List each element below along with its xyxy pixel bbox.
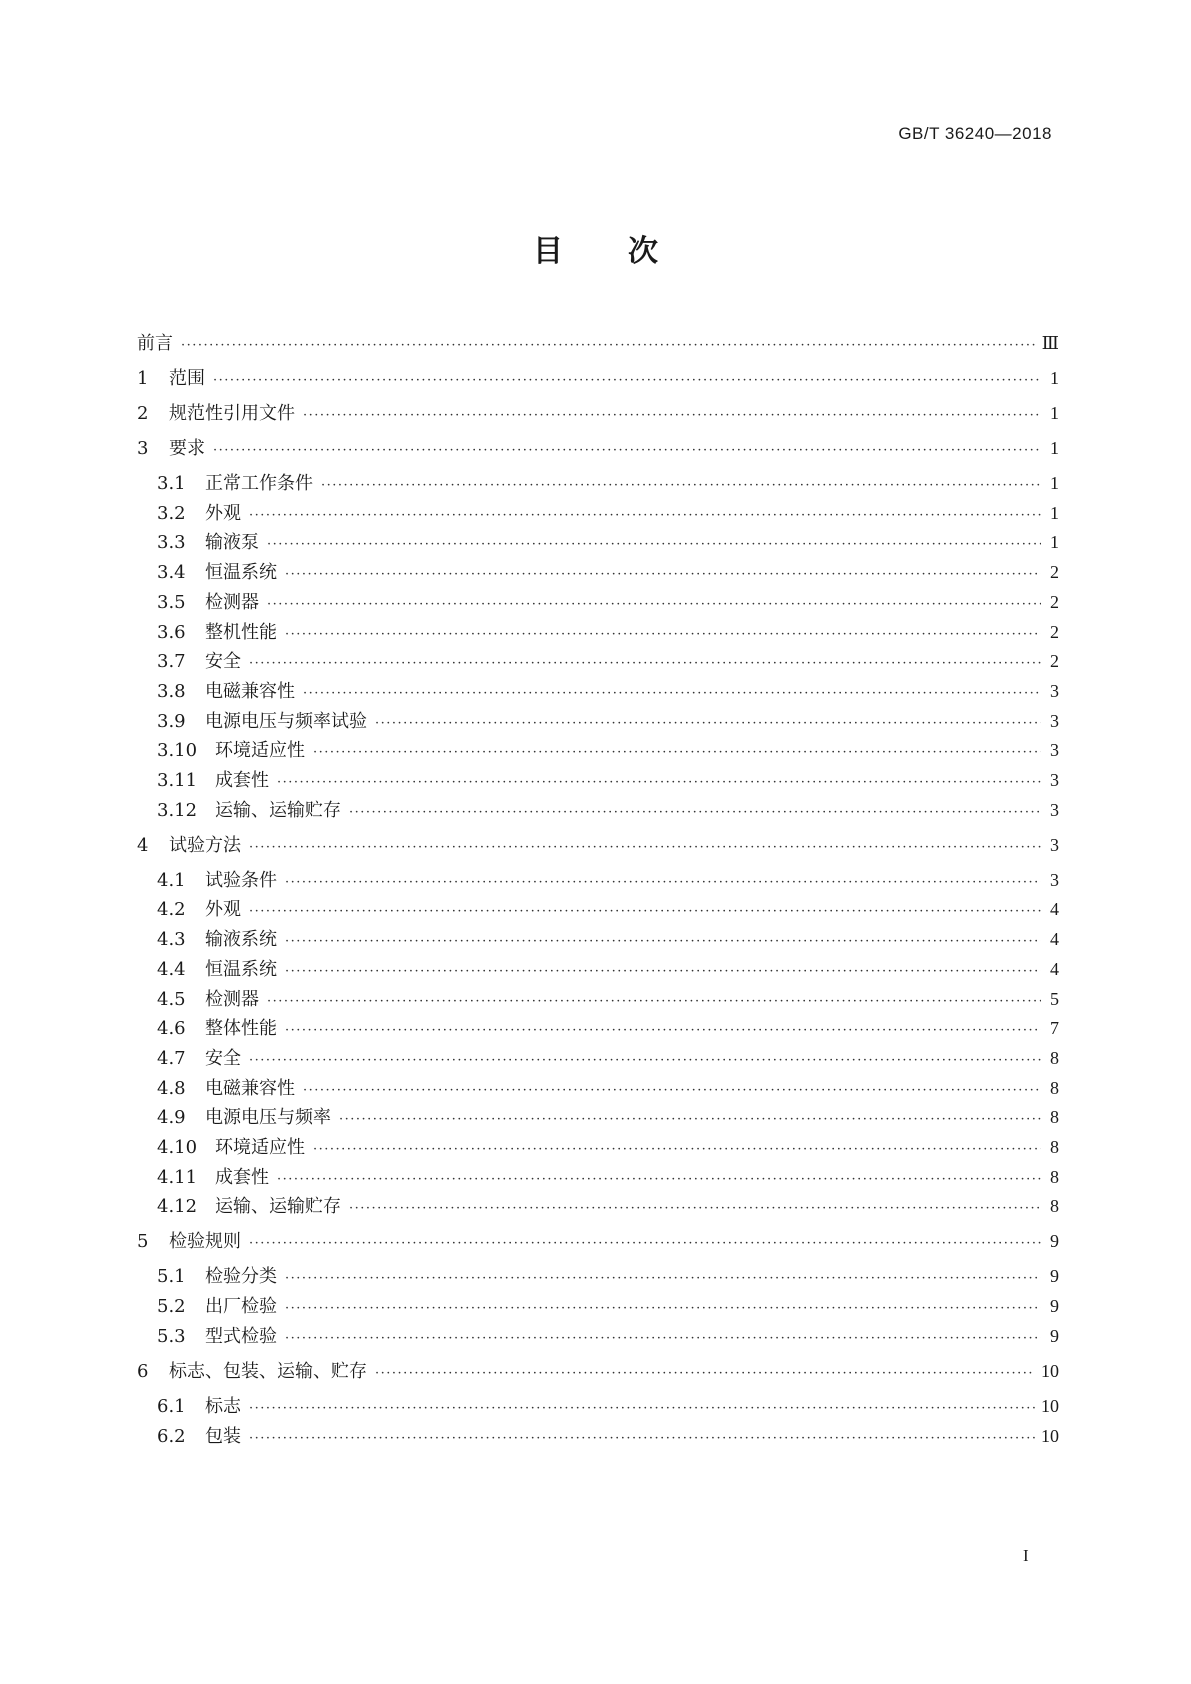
toc-entry[interactable] bbox=[137, 1047, 1059, 1072]
toc-entry-page: 10 bbox=[1041, 1425, 1059, 1446]
toc-entry[interactable] bbox=[137, 898, 1059, 923]
toc-leader-dots bbox=[339, 1109, 1041, 1131]
title-char-2: 次 bbox=[628, 234, 658, 269]
toc-leader-dots bbox=[249, 1233, 1041, 1255]
toc-leader-dots bbox=[285, 961, 1041, 983]
toc-leader-dots bbox=[349, 802, 1041, 824]
toc-entry[interactable] bbox=[137, 1017, 1059, 1042]
page-number: I bbox=[1023, 1546, 1029, 1565]
toc-entry[interactable] bbox=[137, 650, 1059, 675]
toc-entry-label: 电源电压与频率试验 bbox=[205, 710, 367, 732]
toc-entry[interactable] bbox=[137, 621, 1059, 646]
toc-entry-number: 4.2 bbox=[157, 899, 186, 921]
toc-entry-label: 输液泵 bbox=[205, 532, 259, 554]
toc-entry-page: 1 bbox=[1050, 502, 1059, 523]
toc-entry-label: 检测器 bbox=[205, 988, 259, 1010]
toc-entry[interactable] bbox=[137, 1295, 1059, 1320]
toc-entry-number: 5.3 bbox=[157, 1325, 186, 1347]
standard-code: GB/T 36240—2018 bbox=[898, 124, 1052, 143]
toc-entry-number: 4.6 bbox=[157, 1018, 186, 1040]
toc-entry-page: 1 bbox=[1050, 438, 1059, 458]
toc-leader-dots bbox=[267, 991, 1041, 1013]
toc-leader-dots bbox=[249, 1050, 1041, 1072]
toc-entry-number: 4.1 bbox=[157, 869, 186, 891]
toc-leader-dots bbox=[375, 1363, 1035, 1385]
toc-leader-dots bbox=[213, 370, 1041, 392]
toc-entry-page: Ⅲ bbox=[1041, 333, 1059, 353]
toc-leader-dots bbox=[285, 624, 1041, 646]
toc-entry-number: 4.10 bbox=[157, 1137, 198, 1158]
toc-entry-page: 5 bbox=[1050, 988, 1059, 1009]
toc-entry-page: 3 bbox=[1050, 740, 1059, 761]
toc-entry-page: 3 bbox=[1050, 770, 1059, 790]
toc-entry-number: 3.9 bbox=[157, 710, 186, 732]
toc-entry-label: 恒温系统 bbox=[205, 958, 277, 980]
toc-leader-dots bbox=[267, 594, 1041, 616]
toc-entry-page: 9 bbox=[1050, 1325, 1059, 1346]
toc-entry-number: 6.2 bbox=[157, 1425, 186, 1447]
toc-leader-dots bbox=[285, 1268, 1041, 1290]
toc-leader-dots bbox=[375, 713, 1041, 735]
toc-entry-label: 正常工作条件 bbox=[205, 473, 313, 494]
toc-entry-label: 型式检验 bbox=[205, 1325, 277, 1347]
toc-entry-label: 运输、运输贮存 bbox=[215, 799, 341, 821]
toc-entry-number: 3.7 bbox=[157, 651, 186, 673]
toc-entry[interactable] bbox=[137, 1325, 1059, 1350]
toc-leader-dots bbox=[277, 772, 1041, 794]
toc-entry-page: 9 bbox=[1050, 1231, 1059, 1252]
toc-entry[interactable] bbox=[137, 1136, 1059, 1161]
toc-entry[interactable] bbox=[137, 799, 1059, 824]
toc-entry-page: 4 bbox=[1050, 958, 1059, 979]
toc-entry-label: 运输、运输贮存 bbox=[215, 1196, 341, 1218]
toc-leader-dots bbox=[349, 1198, 1041, 1220]
toc-leader-dots bbox=[285, 931, 1041, 953]
toc-entry-label: 规范性引用文件 bbox=[169, 403, 295, 424]
toc-leader-dots bbox=[249, 505, 1041, 527]
toc-entry-label: 电磁兼容性 bbox=[205, 1077, 295, 1099]
toc-leader-dots bbox=[285, 1020, 1041, 1042]
toc-leader-dots bbox=[213, 440, 1041, 462]
toc-entry-number: 4.3 bbox=[157, 929, 186, 951]
toc-entry-page: 1 bbox=[1050, 473, 1059, 493]
toc-entry-number: 3.8 bbox=[157, 680, 186, 702]
toc-entry[interactable] bbox=[137, 1195, 1059, 1220]
toc-entry-label: 检验分类 bbox=[205, 1266, 277, 1288]
toc-entry-number: 4.5 bbox=[157, 988, 186, 1010]
toc-entry-page: 8 bbox=[1050, 1196, 1059, 1217]
toc-entry-number: 5 bbox=[137, 1231, 149, 1253]
toc-entry-number: 6.1 bbox=[157, 1395, 186, 1417]
toc-entry-label: 整机性能 bbox=[205, 621, 277, 643]
toc-entry[interactable] bbox=[137, 739, 1059, 764]
toc-entry-page: 3 bbox=[1050, 680, 1059, 701]
toc-entry-number: 4 bbox=[137, 834, 149, 856]
toc-entry-number: 6 bbox=[137, 1360, 149, 1382]
toc-entry-number: 4.8 bbox=[157, 1077, 186, 1099]
toc-entry[interactable] bbox=[137, 472, 1059, 497]
toc-entry-page: 8 bbox=[1050, 1077, 1059, 1098]
toc-entry-label: 输液系统 bbox=[205, 929, 277, 951]
toc-leader-dots bbox=[303, 683, 1041, 705]
toc-leader-dots bbox=[249, 1428, 1035, 1450]
toc-entry-label: 试验方法 bbox=[169, 834, 241, 856]
toc-entry-number: 4.11 bbox=[157, 1166, 198, 1188]
toc-entry-page: 3 bbox=[1050, 834, 1059, 855]
toc-entry-label: 外观 bbox=[205, 899, 241, 921]
toc-entry-label: 包装 bbox=[205, 1425, 241, 1447]
toc-entry-page: 8 bbox=[1050, 1107, 1059, 1128]
toc-entry-number: 3 bbox=[137, 438, 149, 459]
toc-entry-page: 2 bbox=[1050, 562, 1059, 583]
toc-entry-page: 4 bbox=[1050, 929, 1059, 950]
toc-entry-label: 整体性能 bbox=[205, 1018, 277, 1040]
toc-entry-number: 5.1 bbox=[157, 1266, 186, 1288]
toc-entry-label: 试验条件 bbox=[205, 869, 277, 891]
toc-entry-label: 成套性 bbox=[215, 1166, 269, 1188]
toc-entry-page: 3 bbox=[1050, 869, 1059, 890]
toc-entry[interactable] bbox=[137, 502, 1059, 527]
toc-entry[interactable] bbox=[137, 680, 1059, 705]
toc-entry-label: 电源电压与频率 bbox=[205, 1107, 331, 1129]
toc-entry-number: 3.12 bbox=[157, 799, 198, 821]
toc-entry[interactable] bbox=[137, 1106, 1059, 1131]
toc-entry[interactable] bbox=[137, 402, 1059, 427]
toc-entry-label: 电磁兼容性 bbox=[205, 680, 295, 702]
toc-entry-label: 安全 bbox=[205, 651, 241, 673]
toc-entry-number: 2 bbox=[137, 403, 149, 424]
toc-entry-label: 成套性 bbox=[215, 770, 269, 791]
toc-entry-number: 4.12 bbox=[157, 1196, 198, 1218]
toc-entry-page: 4 bbox=[1050, 899, 1059, 920]
toc-entry[interactable] bbox=[137, 769, 1059, 794]
toc-entry[interactable] bbox=[137, 1425, 1059, 1450]
toc-entry[interactable] bbox=[137, 958, 1059, 983]
toc-entry[interactable] bbox=[137, 869, 1059, 894]
toc-entry[interactable] bbox=[137, 1360, 1059, 1385]
toc-leader-dots bbox=[249, 1398, 1035, 1420]
toc-entry-label: 出厂检验 bbox=[205, 1296, 277, 1318]
toc-entry-page: 8 bbox=[1050, 1166, 1059, 1187]
toc-entry[interactable] bbox=[137, 561, 1059, 586]
toc-entry-number: 3.3 bbox=[157, 532, 186, 554]
toc-entry-page: 3 bbox=[1050, 710, 1059, 731]
toc-leader-dots bbox=[181, 335, 1036, 357]
toc-leader-dots bbox=[285, 1298, 1041, 1320]
toc-leader-dots bbox=[285, 564, 1041, 586]
toc-entry-number: 3.6 bbox=[157, 621, 186, 643]
toc-entry[interactable] bbox=[137, 367, 1059, 392]
toc-leader-dots bbox=[303, 405, 1041, 427]
toc-entry-page: 8 bbox=[1050, 1137, 1059, 1157]
toc-leader-dots bbox=[285, 1328, 1041, 1350]
toc-entry-label: 标志 bbox=[205, 1395, 241, 1417]
toc-entry[interactable] bbox=[137, 1077, 1059, 1102]
toc-entry-label: 环境适应性 bbox=[215, 740, 305, 762]
toc-entry-number: 3.4 bbox=[157, 562, 186, 584]
toc-leader-dots bbox=[267, 534, 1041, 556]
toc-entry-page: 9 bbox=[1050, 1266, 1059, 1287]
toc-entry-number: 4.7 bbox=[157, 1047, 186, 1069]
toc-entry-label: 环境适应性 bbox=[215, 1137, 305, 1158]
title-char-1: 目 bbox=[533, 234, 563, 269]
toc-entry-page: 9 bbox=[1050, 1296, 1059, 1317]
toc-entry-page: 3 bbox=[1050, 799, 1059, 820]
toc-entry-label: 范围 bbox=[169, 368, 205, 389]
toc-leader-dots bbox=[249, 837, 1041, 859]
toc-entry-page: 1 bbox=[1050, 403, 1059, 423]
toc-entry-label: 要求 bbox=[169, 438, 205, 459]
toc-entry-number: 4.4 bbox=[157, 958, 186, 980]
toc-entry-label: 检测器 bbox=[205, 591, 259, 613]
toc-entry-label: 检验规则 bbox=[169, 1231, 241, 1253]
toc-entry-page: 10 bbox=[1041, 1360, 1059, 1381]
toc-entry-label: 标志、包装、运输、贮存 bbox=[169, 1360, 367, 1382]
toc-entry[interactable] bbox=[137, 332, 1059, 357]
toc-entry[interactable] bbox=[137, 834, 1059, 859]
toc-leader-dots bbox=[321, 475, 1041, 497]
toc-entry-number: 1 bbox=[137, 368, 149, 389]
toc-entry-number: 3.5 bbox=[157, 591, 186, 613]
toc-entry-page: 1 bbox=[1050, 368, 1059, 388]
toc-entry-page: 8 bbox=[1050, 1047, 1059, 1068]
toc-entry[interactable] bbox=[137, 710, 1059, 735]
toc-leader-dots bbox=[303, 1080, 1041, 1102]
toc-entry-page: 2 bbox=[1050, 621, 1059, 642]
toc-entry[interactable] bbox=[137, 928, 1059, 953]
toc-entry-number: 4.9 bbox=[157, 1107, 186, 1129]
toc-entry-label: 前言 bbox=[137, 333, 173, 354]
toc-entry[interactable] bbox=[137, 1395, 1059, 1420]
toc-entry-label: 恒温系统 bbox=[205, 562, 277, 584]
toc-entry[interactable] bbox=[137, 988, 1059, 1013]
toc-entry-page: 10 bbox=[1041, 1395, 1059, 1416]
toc-entry-label: 外观 bbox=[205, 502, 241, 524]
toc-entry[interactable] bbox=[137, 591, 1059, 616]
toc-entry[interactable] bbox=[137, 1265, 1059, 1290]
toc-entry-page: 2 bbox=[1050, 591, 1059, 612]
toc-entry[interactable] bbox=[137, 1166, 1059, 1191]
toc-leader-dots bbox=[249, 901, 1041, 923]
toc-leader-dots bbox=[313, 1139, 1041, 1161]
toc-entry[interactable] bbox=[137, 437, 1059, 462]
toc-leader-dots bbox=[313, 742, 1041, 764]
toc-entry[interactable] bbox=[137, 531, 1059, 556]
toc-leader-dots bbox=[285, 872, 1041, 894]
toc-entry-page: 2 bbox=[1050, 651, 1059, 672]
toc-entry[interactable] bbox=[137, 1230, 1059, 1255]
toc-entry-number: 3.11 bbox=[157, 770, 198, 791]
toc-entry-number: 3.2 bbox=[157, 502, 186, 524]
toc-leader-dots bbox=[277, 1169, 1041, 1191]
toc-entry-number: 3.10 bbox=[157, 740, 198, 762]
toc-entry-label: 安全 bbox=[205, 1047, 241, 1069]
toc-entry-page: 1 bbox=[1050, 532, 1059, 553]
toc-entry-number: 3.1 bbox=[157, 473, 186, 494]
toc-entry-page: 7 bbox=[1050, 1018, 1059, 1039]
page-title bbox=[0, 226, 1191, 270]
toc-leader-dots bbox=[249, 653, 1041, 675]
toc-entry-number: 5.2 bbox=[157, 1296, 186, 1318]
